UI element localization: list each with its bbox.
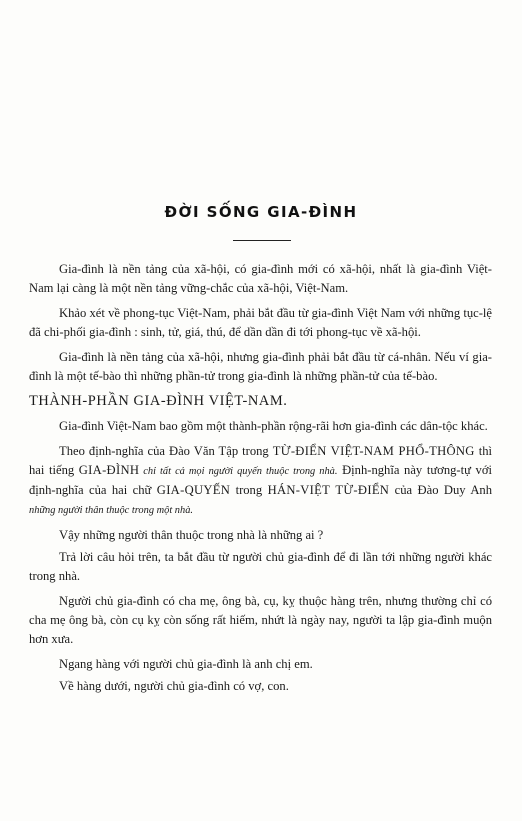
p5-text-c: thì hai tiếng — [29, 444, 492, 477]
paragraph-9: Ngang hàng với người chủ gia-đình là anh chị em. — [59, 657, 313, 671]
paragraph-8: Người chủ gia-đình có cha mẹ, ông bà, cụ, kỵ thuộc hàng trên, nhưng thường chỉ có cha mẹ ông bà, còn cụ kỵ còn sống rất hiếm, nhứt là ngày nay, người ta lập gia-đình muộn hơn xưa. — [29, 594, 492, 646]
p5-dictionary-title: TỪ-ĐIỂN VIỆT-NAM PHỔ-THÔNG — [272, 444, 475, 458]
section-heading: THÀNH-PHẦN GIA-ĐÌNH VIỆT-NAM. — [29, 393, 288, 409]
p5-text-a: Theo định-nghĩa của Đào Văn Tập trong — [59, 444, 273, 458]
paragraph-4: Gia-đình Việt-Nam bao gồm một thành-phần rộng-rãi hơn gia-đình các dân-tộc khác. — [59, 419, 488, 433]
paragraph-2: Khảo xét về phong-tục Việt-Nam, phải bắt đầu từ gia-đình Việt Nam với những tục-lệ đã chi-phối gia-đình : sinh, tử, giá, thú, để dần dần đi tới phong-tục về xã-hội. — [29, 306, 492, 339]
paragraph-5 — [29, 442, 492, 520]
paragraph-6: Vậy những người thân thuộc trong nhà là những ai ? — [59, 528, 324, 542]
p5-definition-1: chỉ tất cả mọi người quyến thuộc trong nhà. — [139, 466, 338, 477]
p5-term-gia-quyen: GIA-QUYẾN — [156, 483, 231, 497]
paragraph-10: Về hàng dưới, người chủ gia-đình có vợ, con. — [59, 679, 289, 693]
p5-text-j: của Đào Duy Anh — [389, 483, 493, 497]
p5-dictionary-title-2: HÁN-VIỆT TỪ-ĐIỂN — [267, 483, 390, 497]
paragraph-7: Trả lời câu hỏi trên, ta bắt đầu từ người chủ gia-đình để đi lần tới những người khác trong nhà. — [29, 550, 492, 583]
page-title: ĐỜI SỐNG GIA-ĐÌNH — [164, 203, 358, 221]
page-body — [29, 260, 492, 699]
p5-text-h: trong — [230, 483, 268, 497]
p5-text-f: Định-nghĩa này tương-tự với định-nghĩa của hai chữ — [29, 463, 492, 497]
title-divider — [233, 240, 291, 241]
paragraph-3: Gia-đình là nền tảng của xã-hội, nhưng gia-đình phải bắt đầu từ cá-nhân. Nếu ví gia-đình là một tế-bào thì những phần-tử trong gia-đình là những phần-tử của tế-bào. — [29, 350, 492, 383]
p5-definition-2: những người thân thuộc trong một nhà. — [29, 505, 193, 516]
p5-term-gia-dinh: GIA-ĐÌNH — [78, 463, 140, 477]
paragraph-1: Gia-đình là nền tảng của xã-hội, có gia-đình mới có xã-hội, nhất là gia-đình Việt-Nam lại càng là một nền tảng vững-chắc của xã-hội, Việt-Nam. — [29, 262, 492, 295]
